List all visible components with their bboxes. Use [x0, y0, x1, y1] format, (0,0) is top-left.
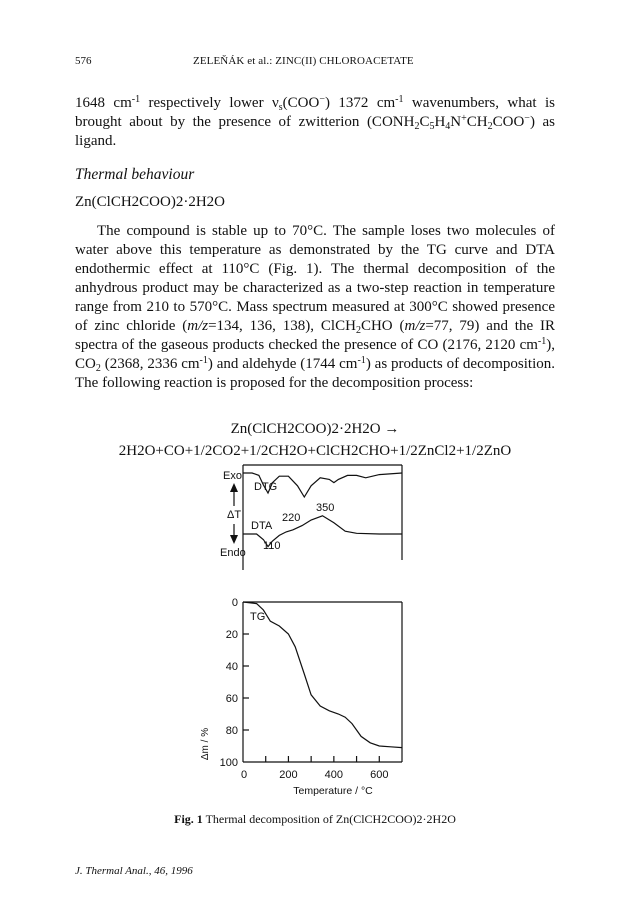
dta-peak-label-220: 220	[282, 512, 301, 524]
y-tick-label-60: 60	[225, 693, 238, 705]
delta-t-label: ΔT	[227, 509, 242, 521]
tg-curve	[243, 602, 402, 748]
y-tick-label-100: 100	[219, 757, 238, 769]
section-heading: Thermal behaviour	[75, 166, 195, 183]
x-tick-label-400: 400	[324, 769, 344, 781]
exo-arrow-head	[230, 483, 238, 492]
y-tick-label-40: 40	[225, 661, 238, 673]
x-tick-label-200: 200	[279, 769, 298, 781]
tg-label: TG	[250, 611, 266, 623]
reaction-line-2: 2H2O+CO+1/2CO2+1/2CH2O+ClCH2CHO+1/2ZnCl2+1/2ZnO	[118, 443, 512, 459]
x-axis-label: Temperature / °C	[293, 785, 373, 797]
dta-peak-label-350: 350	[316, 502, 335, 514]
y-tick-label-0: 0	[231, 597, 238, 609]
x-tick-label-600: 600	[370, 769, 389, 781]
figure-caption	[75, 812, 555, 827]
y-tick-label-80: 80	[225, 725, 238, 737]
paragraph-1: 1648 $cm^{-1}$ respectively lower $\nu_s(COO^-)$ 1372 $cm^{-1}$ wavenumbers, what is brought about by the presence of zwitterion $(CONH_2C_5H_4N^+CH_2COO^-)$ as ligand.	[75, 94, 555, 149]
exo-label: Exo	[223, 470, 242, 482]
figure-caption-text: Thermal decomposition of Zn(ClCH2COO)2·2H2O	[202, 812, 456, 826]
endo-label: Endo	[220, 547, 246, 559]
dta-peak-label-110: 110	[263, 540, 281, 552]
dta-label: DTA	[251, 520, 273, 532]
figure-label: Fig. 1	[174, 812, 203, 826]
x-tick-label-0: 0	[240, 769, 248, 781]
compound-heading: Zn(ClCH2COO)2·2H2O	[75, 194, 225, 210]
y-tick-label-20: 20	[225, 629, 238, 641]
page-number: 576	[75, 55, 92, 67]
dtg-label: DTG	[254, 481, 278, 493]
paragraph-2: The compound is stable up to 70°C. The sample loses two molecules of water above this temperature as demonstrated by the TG curve and DTA endothermic effect at 110°C (Fig. 1). The thermal decomposition of the anhydrous product may be characterized as a two-step reaction in temperature range from 210 to 570°C. Mass spectrum measured at 300°C showed presence of zinc chloride (m/z=134, 136, 138), ClCH$_2$CHO (m/z=77, 79) and the IR spectra of the gaseous products checked the presence of CO (2176, 2120 $cm^{-1}$), $CO_2$ (2368, 2336 $cm^{-1}$) and aldehyde (1744 $cm^{-1}$) as products of decomposition. The following reaction is proposed for the decomposition process:	[75, 223, 556, 391]
running-title: ZELEŇÁK et al.: ZINC(II) CHLOROACETATE	[193, 55, 414, 67]
endo-arrow-head	[230, 535, 238, 544]
reaction-line-1: Zn(ClCH2COO)2·2H2O →	[230, 421, 400, 437]
dm-axis-label: Δm / %	[200, 727, 211, 761]
journal-footer: J. Thermal Anal., 46, 1996	[75, 865, 193, 877]
